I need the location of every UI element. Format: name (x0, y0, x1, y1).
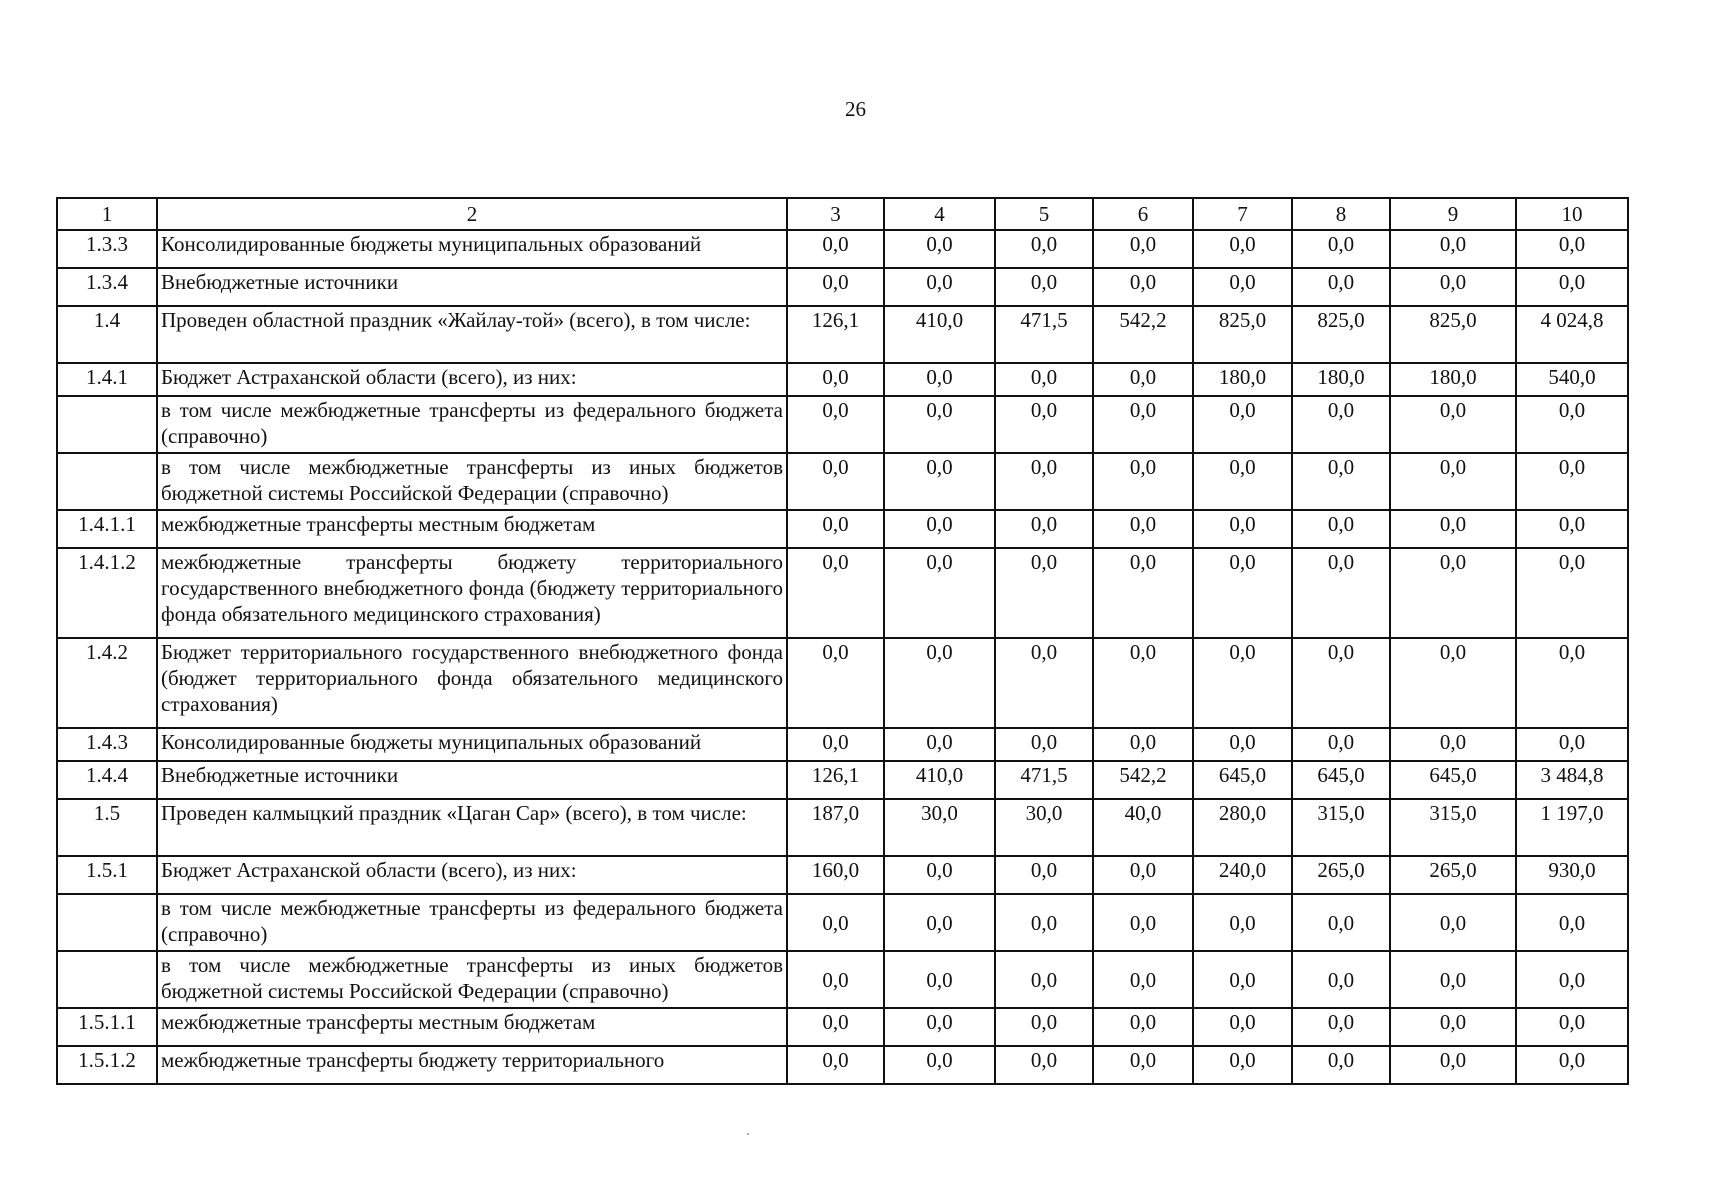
value-cell-col-8: 0,0 (1292, 396, 1390, 453)
value-cell-col-3: 0,0 (787, 951, 884, 1008)
value-cell-col-6: 0,0 (1093, 230, 1193, 268)
value-cell-col-5: 0,0 (995, 1008, 1093, 1046)
value-cell-col-9: 0,0 (1390, 230, 1516, 268)
value-cell-col-8: 0,0 (1292, 510, 1390, 548)
value-cell-col-5: 0,0 (995, 548, 1093, 638)
value-cell-col-9: 265,0 (1390, 856, 1516, 894)
value-cell-col-4: 0,0 (884, 396, 995, 453)
value-cell-col-3: 0,0 (787, 1046, 884, 1084)
row-description-cell: Проведен калмыцкий праздник «Цаган Сар» (всего), в том числе: (157, 799, 787, 856)
value-cell-col-7: 0,0 (1193, 230, 1292, 268)
value-cell-col-3: 0,0 (787, 363, 884, 396)
row-description-cell: Бюджет территориального государственного внебюджетного фонда (бюджет территориального фонда обязательного медицинского страхования) (157, 638, 787, 728)
value-cell-col-10: 0,0 (1516, 638, 1628, 728)
value-cell-col-10: 540,0 (1516, 363, 1628, 396)
value-cell-col-4: 30,0 (884, 799, 995, 856)
value-cell-col-9: 0,0 (1390, 894, 1516, 951)
table-row (57, 1008, 1628, 1046)
table-row (57, 510, 1628, 548)
value-cell-col-5: 0,0 (995, 728, 1093, 761)
row-code-cell: 1.4 (57, 306, 157, 363)
value-cell-col-4: 0,0 (884, 894, 995, 951)
value-cell-col-10: 0,0 (1516, 728, 1628, 761)
value-cell-col-3: 0,0 (787, 548, 884, 638)
row-description-cell: Консолидированные бюджеты муниципальных образований (157, 728, 787, 761)
header-cell: 9 (1390, 198, 1516, 230)
value-cell-col-8: 645,0 (1292, 761, 1390, 799)
value-cell-col-5: 0,0 (995, 363, 1093, 396)
value-cell-col-3: 126,1 (787, 761, 884, 799)
value-cell-col-6: 0,0 (1093, 894, 1193, 951)
value-cell-col-4: 0,0 (884, 453, 995, 510)
value-cell-col-7: 0,0 (1193, 728, 1292, 761)
row-description-cell: межбюджетные трансферты бюджету территориального (157, 1046, 787, 1084)
value-cell-col-4: 0,0 (884, 1008, 995, 1046)
row-code-cell: 1.4.2 (57, 638, 157, 728)
value-cell-col-10: 1 197,0 (1516, 799, 1628, 856)
value-cell-col-9: 0,0 (1390, 548, 1516, 638)
value-cell-col-7: 0,0 (1193, 951, 1292, 1008)
value-cell-col-7: 0,0 (1193, 453, 1292, 510)
value-cell-col-5: 0,0 (995, 510, 1093, 548)
row-description-cell: межбюджетные трансферты местным бюджетам (157, 1008, 787, 1046)
value-cell-col-9: 0,0 (1390, 951, 1516, 1008)
value-cell-col-4: 410,0 (884, 306, 995, 363)
value-cell-col-4: 0,0 (884, 510, 995, 548)
value-cell-col-7: 0,0 (1193, 548, 1292, 638)
value-cell-col-10: 0,0 (1516, 396, 1628, 453)
row-description-cell: межбюджетные трансферты бюджету территориального государственного внебюджетного фонда (бюджету территориального фонда обязательного медицинского страхования) (157, 548, 787, 638)
row-code-cell: 1.3.3 (57, 230, 157, 268)
value-cell-col-5: 0,0 (995, 894, 1093, 951)
value-cell-col-3: 160,0 (787, 856, 884, 894)
value-cell-col-5: 0,0 (995, 453, 1093, 510)
header-cell: 2 (157, 198, 787, 230)
row-code-cell (57, 396, 157, 453)
value-cell-col-5: 0,0 (995, 856, 1093, 894)
value-cell-col-10: 0,0 (1516, 230, 1628, 268)
row-code-cell (57, 453, 157, 510)
scan-speck (747, 1133, 749, 1135)
value-cell-col-4: 0,0 (884, 951, 995, 1008)
table-row (57, 951, 1628, 1008)
value-cell-col-6: 0,0 (1093, 1008, 1193, 1046)
value-cell-col-7: 280,0 (1193, 799, 1292, 856)
header-cell: 7 (1193, 198, 1292, 230)
table-row (57, 396, 1628, 453)
budget-table (56, 197, 1629, 1085)
value-cell-col-3: 0,0 (787, 728, 884, 761)
table-row (57, 894, 1628, 951)
value-cell-col-9: 0,0 (1390, 396, 1516, 453)
value-cell-col-9: 0,0 (1390, 728, 1516, 761)
row-code-cell: 1.5 (57, 799, 157, 856)
value-cell-col-3: 0,0 (787, 510, 884, 548)
value-cell-col-3: 0,0 (787, 230, 884, 268)
value-cell-col-6: 0,0 (1093, 728, 1193, 761)
value-cell-col-8: 0,0 (1292, 1046, 1390, 1084)
table-row (57, 638, 1628, 728)
row-description-cell: Проведен областной праздник «Жайлау-той» (всего), в том числе: (157, 306, 787, 363)
row-description-cell: Консолидированные бюджеты муниципальных образований (157, 230, 787, 268)
value-cell-col-5: 0,0 (995, 1046, 1093, 1084)
value-cell-col-6: 0,0 (1093, 951, 1193, 1008)
value-cell-col-7: 0,0 (1193, 510, 1292, 548)
value-cell-col-10: 0,0 (1516, 1008, 1628, 1046)
row-description-cell: в том числе межбюджетные трансферты из федерального бюджета (справочно) (157, 894, 787, 951)
table-row (57, 761, 1628, 799)
value-cell-col-10: 0,0 (1516, 453, 1628, 510)
value-cell-col-8: 0,0 (1292, 453, 1390, 510)
row-code-cell: 1.5.1.2 (57, 1046, 157, 1084)
header-cell: 5 (995, 198, 1093, 230)
header-cell: 4 (884, 198, 995, 230)
value-cell-col-7: 0,0 (1193, 1008, 1292, 1046)
row-description-cell: Бюджет Астраханской области (всего), из них: (157, 856, 787, 894)
value-cell-col-3: 0,0 (787, 894, 884, 951)
table-row (57, 230, 1628, 268)
value-cell-col-10: 930,0 (1516, 856, 1628, 894)
value-cell-col-8: 825,0 (1292, 306, 1390, 363)
value-cell-col-6: 0,0 (1093, 453, 1193, 510)
value-cell-col-8: 0,0 (1292, 230, 1390, 268)
row-code-cell: 1.4.1 (57, 363, 157, 396)
row-description-cell: в том числе межбюджетные трансферты из иных бюджетов бюджетной системы Российской Федерации (справочно) (157, 453, 787, 510)
row-description-cell: Внебюджетные источники (157, 761, 787, 799)
page-number: 26 (845, 97, 866, 121)
value-cell-col-10: 0,0 (1516, 951, 1628, 1008)
header-cell: 3 (787, 198, 884, 230)
value-cell-col-6: 0,0 (1093, 268, 1193, 306)
row-description-cell: в том числе межбюджетные трансферты из федерального бюджета (справочно) (157, 396, 787, 453)
value-cell-col-5: 0,0 (995, 230, 1093, 268)
value-cell-col-6: 542,2 (1093, 306, 1193, 363)
value-cell-col-4: 0,0 (884, 1046, 995, 1084)
value-cell-col-4: 0,0 (884, 856, 995, 894)
value-cell-col-4: 410,0 (884, 761, 995, 799)
value-cell-col-4: 0,0 (884, 638, 995, 728)
value-cell-col-10: 0,0 (1516, 548, 1628, 638)
value-cell-col-6: 0,0 (1093, 396, 1193, 453)
header-cell: 10 (1516, 198, 1628, 230)
value-cell-col-7: 0,0 (1193, 396, 1292, 453)
row-code-cell: 1.4.4 (57, 761, 157, 799)
value-cell-col-10: 3 484,8 (1516, 761, 1628, 799)
value-cell-col-7: 0,0 (1193, 638, 1292, 728)
value-cell-col-10: 0,0 (1516, 268, 1628, 306)
row-description-cell: межбюджетные трансферты местным бюджетам (157, 510, 787, 548)
value-cell-col-10: 0,0 (1516, 510, 1628, 548)
row-code-cell: 1.4.1.2 (57, 548, 157, 638)
row-code-cell: 1.5.1 (57, 856, 157, 894)
row-code-cell: 1.5.1.1 (57, 1008, 157, 1046)
row-code-cell: 1.3.4 (57, 268, 157, 306)
table-row (57, 548, 1628, 638)
value-cell-col-9: 0,0 (1390, 1008, 1516, 1046)
header-cell: 1 (57, 198, 157, 230)
value-cell-col-3: 0,0 (787, 453, 884, 510)
value-cell-col-9: 645,0 (1390, 761, 1516, 799)
value-cell-col-6: 0,0 (1093, 638, 1193, 728)
value-cell-col-8: 0,0 (1292, 1008, 1390, 1046)
value-cell-col-9: 0,0 (1390, 638, 1516, 728)
value-cell-col-7: 0,0 (1193, 268, 1292, 306)
value-cell-col-9: 0,0 (1390, 268, 1516, 306)
table-row (57, 799, 1628, 856)
value-cell-col-4: 0,0 (884, 268, 995, 306)
value-cell-col-3: 0,0 (787, 1008, 884, 1046)
value-cell-col-5: 0,0 (995, 638, 1093, 728)
value-cell-col-7: 825,0 (1193, 306, 1292, 363)
value-cell-col-7: 240,0 (1193, 856, 1292, 894)
value-cell-col-8: 0,0 (1292, 268, 1390, 306)
value-cell-col-4: 0,0 (884, 363, 995, 396)
value-cell-col-8: 265,0 (1292, 856, 1390, 894)
value-cell-col-6: 40,0 (1093, 799, 1193, 856)
row-description-cell: в том числе межбюджетные трансферты из иных бюджетов бюджетной системы Российской Федерации (справочно) (157, 951, 787, 1008)
value-cell-col-4: 0,0 (884, 728, 995, 761)
value-cell-col-7: 645,0 (1193, 761, 1292, 799)
value-cell-col-8: 0,0 (1292, 728, 1390, 761)
value-cell-col-8: 0,0 (1292, 548, 1390, 638)
value-cell-col-5: 0,0 (995, 396, 1093, 453)
value-cell-col-6: 0,0 (1093, 548, 1193, 638)
table-row (57, 1046, 1628, 1084)
value-cell-col-9: 0,0 (1390, 453, 1516, 510)
table-row (57, 306, 1628, 363)
header-cell: 6 (1093, 198, 1193, 230)
row-description-cell: Бюджет Астраханской области (всего), из них: (157, 363, 787, 396)
value-cell-col-5: 0,0 (995, 951, 1093, 1008)
value-cell-col-8: 315,0 (1292, 799, 1390, 856)
value-cell-col-4: 0,0 (884, 230, 995, 268)
row-code-cell (57, 894, 157, 951)
row-code-cell: 1.4.3 (57, 728, 157, 761)
value-cell-col-6: 0,0 (1093, 510, 1193, 548)
value-cell-col-8: 180,0 (1292, 363, 1390, 396)
value-cell-col-10: 0,0 (1516, 894, 1628, 951)
value-cell-col-6: 0,0 (1093, 1046, 1193, 1084)
value-cell-col-5: 0,0 (995, 268, 1093, 306)
value-cell-col-5: 471,5 (995, 761, 1093, 799)
table-row (57, 856, 1628, 894)
value-cell-col-9: 315,0 (1390, 799, 1516, 856)
table-row (57, 268, 1628, 306)
value-cell-col-10: 4 024,8 (1516, 306, 1628, 363)
value-cell-col-8: 0,0 (1292, 638, 1390, 728)
table-row (57, 453, 1628, 510)
value-cell-col-8: 0,0 (1292, 951, 1390, 1008)
value-cell-col-5: 471,5 (995, 306, 1093, 363)
value-cell-col-3: 0,0 (787, 268, 884, 306)
row-code-cell: 1.4.1.1 (57, 510, 157, 548)
table-header-row (57, 198, 1628, 230)
value-cell-col-6: 0,0 (1093, 363, 1193, 396)
row-description-cell: Внебюджетные источники (157, 268, 787, 306)
value-cell-col-3: 187,0 (787, 799, 884, 856)
row-code-cell (57, 951, 157, 1008)
value-cell-col-6: 542,2 (1093, 761, 1193, 799)
value-cell-col-7: 0,0 (1193, 1046, 1292, 1084)
value-cell-col-4: 0,0 (884, 548, 995, 638)
value-cell-col-10: 0,0 (1516, 1046, 1628, 1084)
value-cell-col-9: 0,0 (1390, 510, 1516, 548)
value-cell-col-9: 0,0 (1390, 1046, 1516, 1084)
value-cell-col-3: 0,0 (787, 638, 884, 728)
value-cell-col-5: 30,0 (995, 799, 1093, 856)
header-cell: 8 (1292, 198, 1390, 230)
value-cell-col-6: 0,0 (1093, 856, 1193, 894)
value-cell-col-8: 0,0 (1292, 894, 1390, 951)
value-cell-col-7: 180,0 (1193, 363, 1292, 396)
value-cell-col-9: 825,0 (1390, 306, 1516, 363)
table-row (57, 363, 1628, 396)
value-cell-col-9: 180,0 (1390, 363, 1516, 396)
value-cell-col-7: 0,0 (1193, 894, 1292, 951)
value-cell-col-3: 126,1 (787, 306, 884, 363)
value-cell-col-3: 0,0 (787, 396, 884, 453)
table-row (57, 728, 1628, 761)
